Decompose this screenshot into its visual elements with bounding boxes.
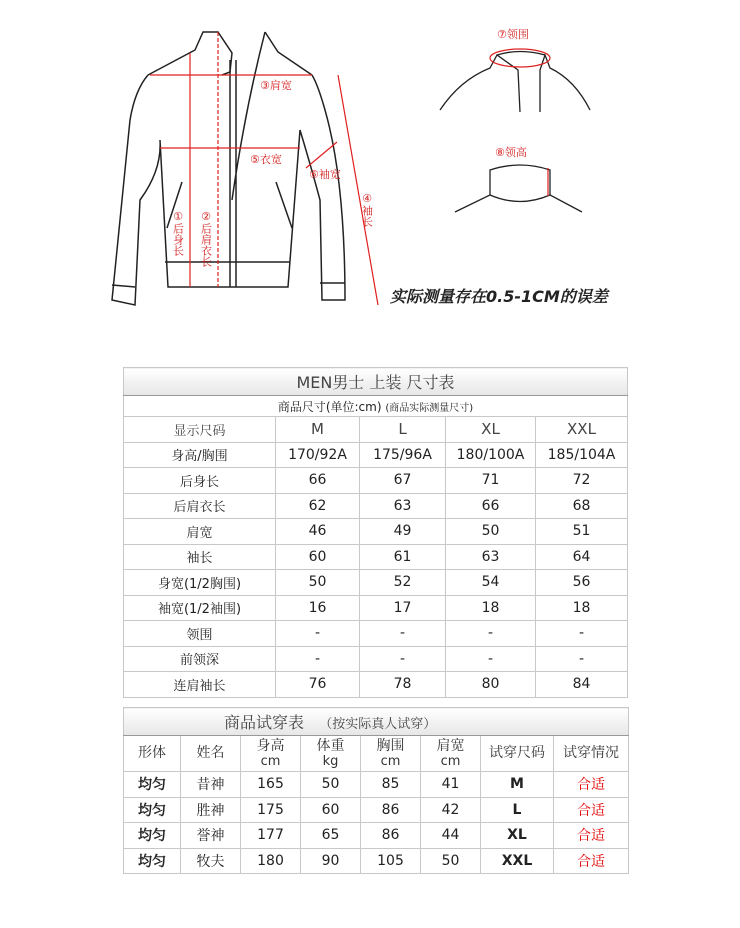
jacket-measurement-diagram [0,0,740,330]
size-cell: 180/100A [446,442,536,468]
fit-header-row [124,736,629,772]
fit-cell: 180 [241,848,301,874]
column-header [124,736,181,772]
size-cell: 80 [446,672,536,698]
size-cell: L [360,417,446,443]
table-row [124,772,629,798]
label-sleeve: ④袖长 [360,192,374,227]
size-cell: 54 [446,570,536,596]
header-label: 试穿情况 [563,745,620,761]
fit-table-title [124,708,629,736]
table-row [124,797,629,823]
row-label: 袖长 [124,544,276,570]
fit-cell: 105 [361,848,421,874]
size-cell: 61 [360,544,446,570]
size-cell: 64 [536,544,628,570]
header-label: 肩宽 [436,737,465,754]
size-cell: 66 [446,493,536,519]
column-header [301,736,361,772]
size-cell: 175/96A [360,442,446,468]
table-row [124,621,628,647]
size-table [123,367,628,698]
fit-cell: 牧夫 [181,848,241,874]
size-cell: 46 [276,519,360,545]
fit-cell: 175 [241,797,301,823]
fit-cell: 誉神 [181,823,241,849]
row-label: 领围 [124,621,276,647]
size-cell: 170/92A [276,442,360,468]
measurement-error-note: 实际测量存在0.5-1CM的误差 [390,287,608,306]
table-row [124,468,628,494]
size-cell: 84 [536,672,628,698]
column-header [421,736,481,772]
fit-cell: 177 [241,823,301,849]
table-row [124,417,628,443]
row-label: 后肩衣长 [124,493,276,519]
size-cell: 67 [360,468,446,494]
label-collar: ⑦领围 [497,28,529,41]
size-cell: - [536,621,628,647]
size-cell: - [360,646,446,672]
fit-cell: 86 [361,823,421,849]
row-label: 后身长 [124,468,276,494]
size-cell: - [446,646,536,672]
size-cell: 71 [446,468,536,494]
size-cell: 63 [360,493,446,519]
fit-cell: 均匀 [124,772,181,798]
fit-result: 合适 [554,772,629,798]
fit-cell: 昔神 [181,772,241,798]
size-cell: 56 [536,570,628,596]
header-unit: cm [380,753,401,769]
size-cell: M [276,417,360,443]
header-label: 试穿尺码 [489,745,545,761]
table-row [124,646,628,672]
size-cell: - [536,646,628,672]
fit-cell: 85 [361,772,421,798]
size-cell: 76 [276,672,360,698]
size-cell: 51 [536,519,628,545]
size-table-subtitle [124,396,628,417]
fit-cell: 均匀 [124,797,181,823]
row-label: 身高/胸围 [124,442,276,468]
size-cell: 78 [360,672,446,698]
size-cell: - [446,621,536,647]
fit-cell: 65 [301,823,361,849]
fit-cell: 50 [301,772,361,798]
size-cell: 185/104A [536,442,628,468]
label-chest: ⑤衣宽 [250,153,282,166]
size-cell: 63 [446,544,536,570]
fit-cell: 60 [301,797,361,823]
size-cell: 50 [276,570,360,596]
table-row [124,544,628,570]
fit-title-note: （按实际真人试穿） [319,717,437,732]
subtitle-text: 商品尺寸(单位:cm) [277,399,382,414]
column-header [241,736,301,772]
size-cell: 66 [276,468,360,494]
column-header [554,736,629,772]
size-cell: 52 [360,570,446,596]
header-unit: cm [260,753,281,769]
fit-cell: XXL [481,848,554,874]
fit-result: 合适 [554,797,629,823]
label-collar-height: ⑧领高 [495,146,527,159]
table-row [124,493,628,519]
size-cell: XXL [536,417,628,443]
size-cell: - [276,646,360,672]
fit-cell: 165 [241,772,301,798]
size-cell: 18 [536,595,628,621]
size-cell: XL [446,417,536,443]
header-unit: cm [440,753,461,769]
fit-cell: 胜神 [181,797,241,823]
size-cell: 17 [360,595,446,621]
fit-cell: 90 [301,848,361,874]
size-cell: - [360,621,446,647]
row-label: 身宽(1/2胸围) [124,570,276,596]
column-header [481,736,554,772]
table-row [124,442,628,468]
table-row [124,823,629,849]
label-back-shoulder-length: ②后肩衣长 [199,210,213,267]
table-row [124,570,628,596]
table-row [124,848,629,874]
label-back-length: ①后身长 [171,210,185,256]
size-table-title: MEN男士 上装 尺寸表 [124,368,628,396]
size-cell: - [276,621,360,647]
header-label: 姓名 [196,745,225,761]
size-cell: 49 [360,519,446,545]
table-row [124,595,628,621]
size-cell: 18 [446,595,536,621]
label-sleeve-width: ⑥袖宽 [309,168,341,181]
header-unit: kg [322,753,339,769]
size-cell: 68 [536,493,628,519]
size-cell: 72 [536,468,628,494]
size-cell: 16 [276,595,360,621]
fit-cell: 44 [421,823,481,849]
fit-cell: XL [481,823,554,849]
size-cell: 62 [276,493,360,519]
header-label: 形体 [138,745,166,761]
row-label: 肩宽 [124,519,276,545]
table-row [124,672,628,698]
size-cell: 50 [446,519,536,545]
fit-result: 合适 [554,848,629,874]
column-header [181,736,241,772]
size-cell: 60 [276,544,360,570]
header-label: 身高 [256,737,285,754]
fit-cell: L [481,797,554,823]
fit-cell: 均匀 [124,823,181,849]
row-label: 连肩袖长 [124,672,276,698]
table-row [124,519,628,545]
label-shoulder: ③肩宽 [260,79,292,92]
header-label: 胸围 [376,737,405,754]
row-label: 前领深 [124,646,276,672]
column-header [361,736,421,772]
fit-cell: 42 [421,797,481,823]
row-label: 显示尺码 [124,417,276,443]
subtitle-note: (商品实际测量尺寸) [385,402,474,414]
collar-diagram [440,52,590,213]
fit-cell: 50 [421,848,481,874]
fit-cell: 86 [361,797,421,823]
fit-cell: 41 [421,772,481,798]
row-label: 袖宽(1/2袖围) [124,595,276,621]
fit-title-text: 商品试穿表 [224,713,305,732]
fit-result: 合适 [554,823,629,849]
fit-table [123,707,629,874]
header-label: 体重 [316,737,345,754]
fit-cell: M [481,772,554,798]
fit-cell: 均匀 [124,848,181,874]
